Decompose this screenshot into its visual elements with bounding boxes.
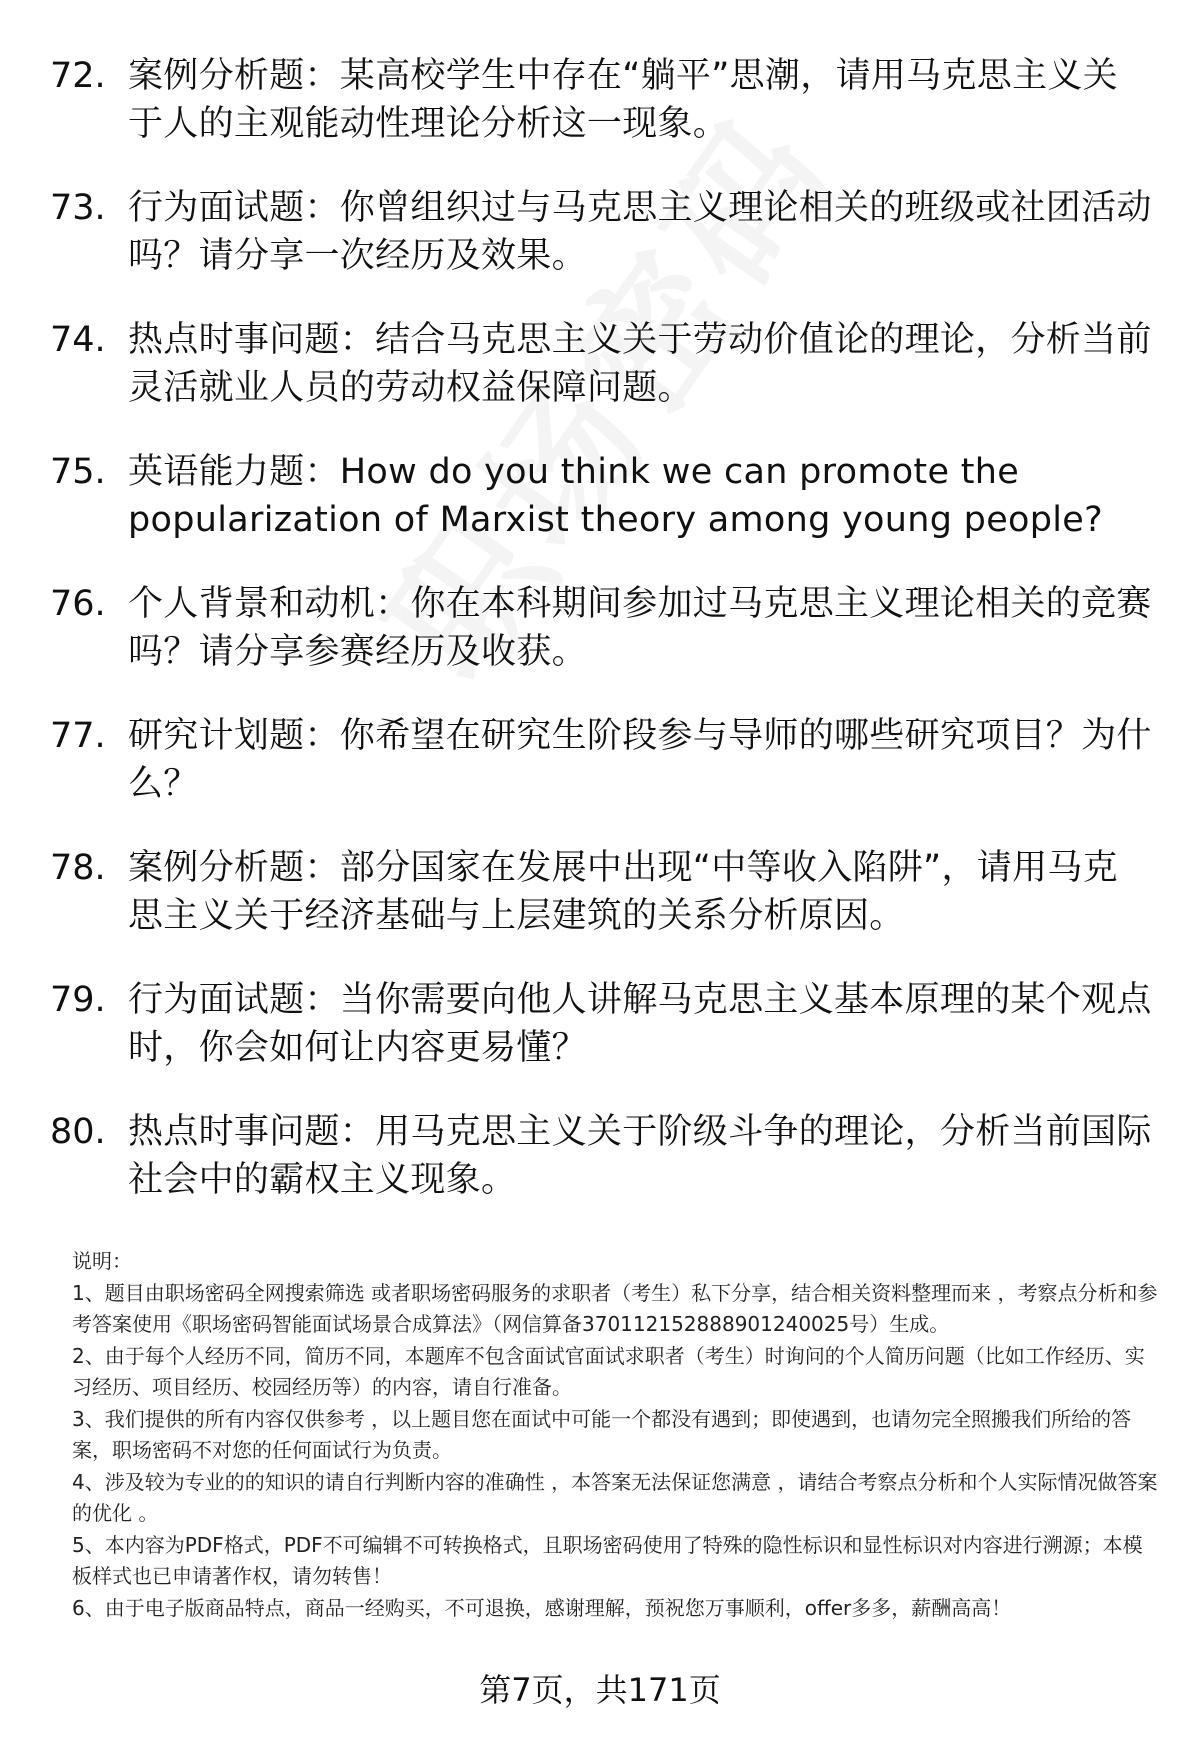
question-list [50,52,1160,1240]
question-number: 79. [50,980,106,1020]
note-item: 6、由于电子版商品特点，商品一经购买，不可退换，感谢理解，预祝您万事顺利，offer多多，薪酬高高！ [72,1595,1012,1620]
question-item [50,316,1160,448]
question-number: 76. [50,584,106,624]
question-number: 73. [50,188,106,228]
question-text: 案例分析题：某高校学生中存在“躺平”思潮，请用马克思主义关于人的主观能动性理论分析这一现象。 [128,56,1118,144]
question-number: 77. [50,716,106,756]
question-number: 78. [50,848,106,888]
question-text: 研究计划题：你希望在研究生阶段参与导师的哪些研究项目？为什么？ [128,716,1152,804]
question-item [50,1108,1160,1240]
notes-heading: 说明： [72,1249,132,1273]
note-item: 5、本内容为PDF格式，PDF不可编辑不可转换格式，且职场密码使用了特殊的隐性标识和显性标识对内容进行溯源；本模板样式也已申请著作权，请勿转售！ [72,1532,1143,1588]
question-item [50,844,1160,976]
question-text: 热点时事问题：结合马克思主义关于劳动价值论的理论，分析当前灵活就业人员的劳动权益保障问题。 [128,320,1152,408]
question-text: 英语能力题：How do you think we can promote the popularization of Marxist theory among young people? [128,452,1103,540]
question-number: 75. [50,452,106,492]
question-number: 74. [50,320,106,360]
question-text: 热点时事问题：用马克思主义关于阶级斗争的理论，分析当前国际社会中的霸权主义现象。 [128,1112,1152,1200]
question-item [50,712,1160,844]
note-item: 1、题目由职场密码全网搜索筛选 或者职场密码服务的求职者（考生）私下分享，结合相关资料整理而来 ，考察点分析和参考答案使用《职场密码智能面试场景合成算法》（网信算备370112152888901240025号）生成。 [72,1280,1158,1336]
note-item: 2、由于每个人经历不同，简历不同，本题库不包含面试官面试求职者（考生）时询问的个人简历问题（比如工作经历、实习经历、项目经历、校园经历等）的内容，请自行准备。 [72,1343,1145,1399]
question-number: 80. [50,1112,106,1152]
question-text: 个人背景和动机：你在本科期间参加过马克思主义理论相关的竞赛吗？请分享参赛经历及收获。 [128,584,1152,672]
question-text: 案例分析题：部分国家在发展中出现“中等收入陷阱”，请用马克思主义关于经济基础与上层建筑的关系分析原因。 [128,848,1118,936]
question-text: 行为面试题：当你需要向他人讲解马克思主义基本原理的某个观点时，你会如何让内容更易懂？ [128,980,1152,1068]
note-item: 4、涉及较为专业的的知识的请自行判断内容的准确性 ，本答案无法保证您满意 ，请结合考察点分析和个人实际情况做答案的优化 。 [72,1469,1158,1525]
note-item: 3、我们提供的所有内容仅供参考 ，以上题目您在面试中可能一个都没有遇到；即使遇到，也请勿完全照搬我们所给的答案，职场密码不对您的任何面试行为负责。 [72,1406,1132,1462]
question-item [50,448,1160,580]
page-number: 第7页，共171页 [479,1671,721,1709]
question-number: 72. [50,56,106,96]
question-item [50,976,1160,1108]
notes-section [72,1246,1162,1624]
question-item [50,52,1160,184]
question-text: 行为面试题：你曾组织过与马克思主义理论相关的班级或社团活动吗？请分享一次经历及效果。 [128,188,1152,276]
question-item [50,184,1160,316]
question-item [50,580,1160,712]
